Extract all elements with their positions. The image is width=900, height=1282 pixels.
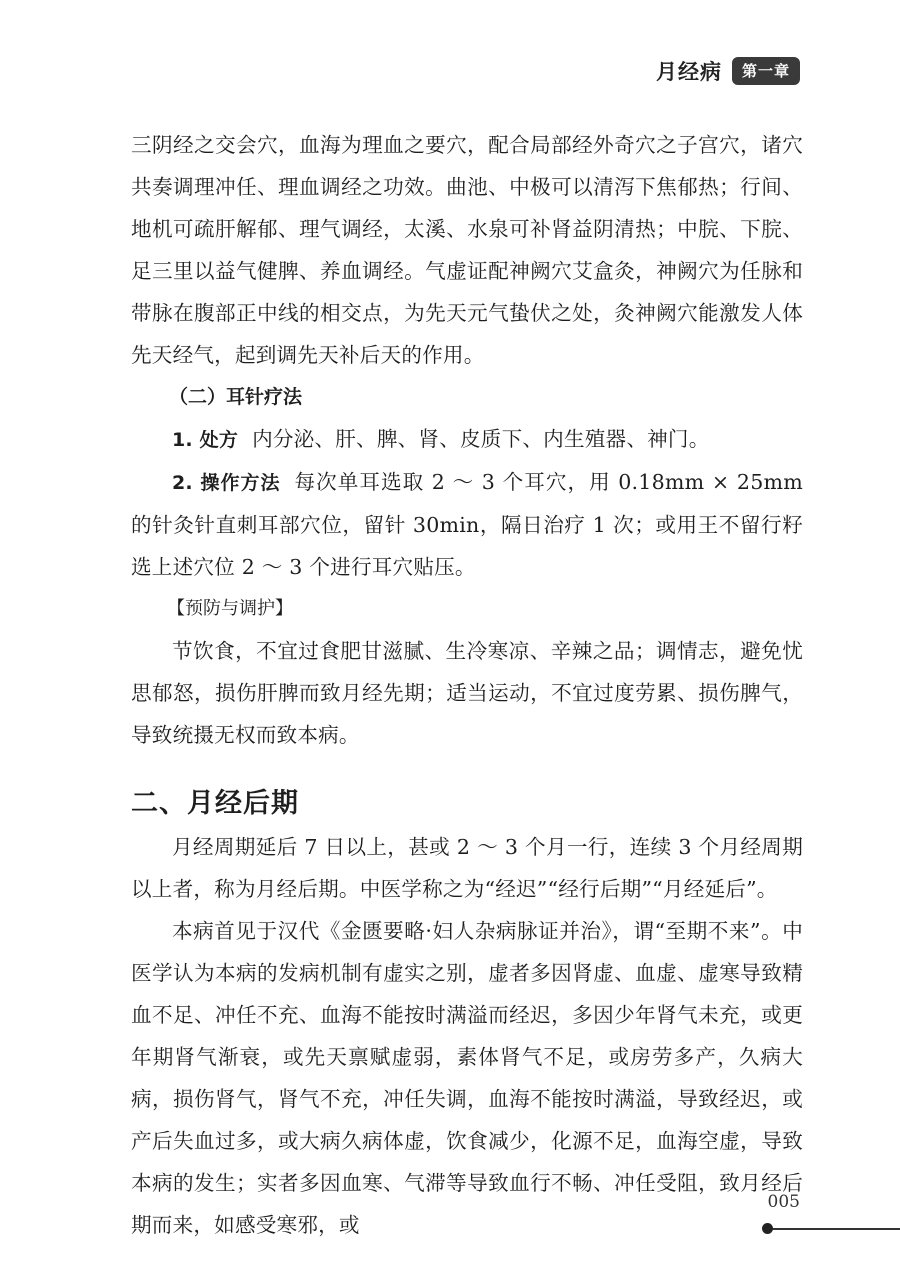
prescription-text: 内分泌、肝、脾、肾、皮质下、内生殖器、神门。	[252, 427, 710, 451]
prevention-heading: 【预防与调护】	[167, 598, 293, 619]
paragraph-acupoint-explanation: 三阴经之交会穴，血海为理血之要穴，配合局部经外奇穴之子宫穴，诸穴共奏调理冲任、理血调经之功效。曲池、中极可以清泻下焦郁热；行间、地机可疏肝解郁、理气调经，太溪、水泉可补肾益阴清热；中脘、下脘、足三里以益气健脾、养血调经。气虚证配神阙穴艾盒灸，神阙穴为任脉和带脉在腹部正中线的相交点，为先天元气蛰伏之处，灸神阙穴能激发人体先天经气，起到调先天补后天的作用。	[131, 133, 803, 367]
operation-text: 每次单耳选取 2 ～ 3 个耳穴，用 0.18mm × 25mm 的针灸针直刺耳部穴位，留针 30min，隔日治疗 1 次；或用王不留行籽选上述穴位 2 ～ 3 个进行耳穴贴压。	[131, 470, 803, 579]
paragraph-prevention: 节饮食，不宜过食肥甘滋腻、生冷寒凉、辛辣之品；调情志，避免忧思郁怒，损伤肝脾而致月经先期；适当运动，不宜过度劳累、损伤脾气，导致统摄无权而致本病。	[131, 639, 803, 747]
footer-dot	[762, 1223, 773, 1234]
paragraph-pathogenesis: 本病首见于汉代《金匮要略·妇人杂病脉证并治》，谓“至期不来”。中医学认为本病的发病机制有虚实之别，虚者多因肾虚、血虚、虚寒导致精血不足、冲任不充、血海不能按时满溢而经迟，多因少年肾气未充，或更年期肾气渐衰，或先天禀赋虚弱，素体肾气不足，或房劳多产，久病大病，损伤肾气，肾气不充，冲任失调，血海不能按时满溢，导致经迟，或产后失血过多，或大病久病体虚，饮食减少，化源不足，血海空虚，导致本病的发生；实者多因血寒、气滞等导致血行不畅、冲任受阻，致月经后期而来，如感受寒邪，或	[131, 919, 803, 1237]
list-item-operation	[131, 461, 803, 588]
paragraph-definition: 月经周期延后 7 日以上，甚或 2 ～ 3 个月一行，连续 3 个月经周期以上者，称为月经后期。中医学称之为“经迟”“经行后期”“月经延后”。	[131, 835, 803, 901]
page-number: 005	[767, 1192, 800, 1212]
sub-heading-ear-acupuncture: （二）耳针疗法	[169, 386, 303, 408]
section-heading-delayed-menstruation: 二、月经后期	[131, 788, 299, 819]
chapter-badge: 第一章	[732, 57, 800, 85]
operation-label: 2. 操作方法	[172, 472, 281, 494]
running-title: 月经病	[655, 60, 722, 84]
prescription-label: 1. 处方	[172, 429, 239, 451]
list-item-prescription	[131, 418, 803, 461]
page-body	[131, 124, 803, 1246]
running-header	[656, 56, 800, 86]
footer-rule	[766, 1228, 900, 1230]
